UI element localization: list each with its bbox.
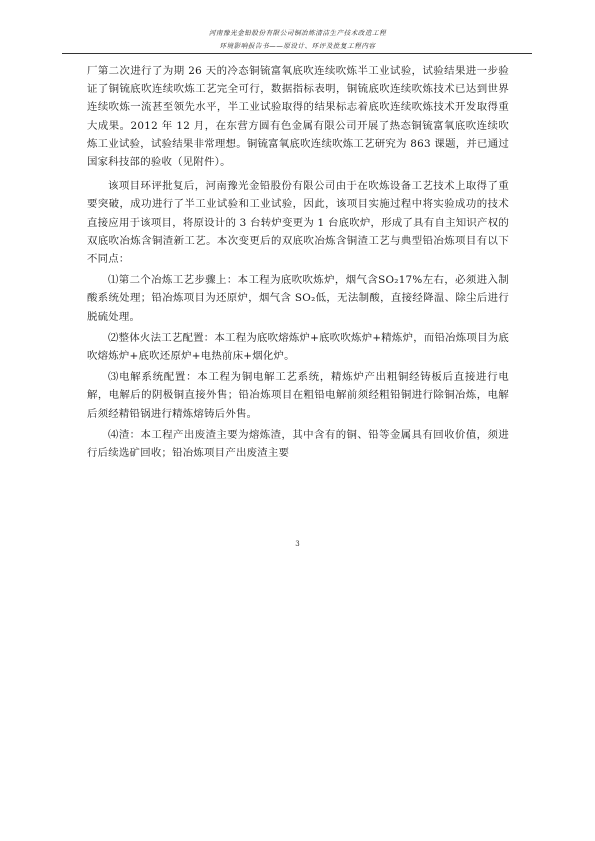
- header-title-line-2: 环境影响报告书——原设计、环评及批复工程内容: [219, 42, 376, 50]
- paragraph-item-1: ⑴第二个冶炼工艺步骤上：本工程为底吹吹炼炉，烟气含SO₂17%左右，必须进入制酸系统处理；铅冶炼项目为还原炉，烟气含 SO₂低，无法制酸，直接经降温、除尘后进行脱硫处理。: [87, 274, 509, 323]
- header-title-line-1: 河南豫光金铅股份有限公司铜冶炼清洁生产技术改造工程: [208, 29, 387, 37]
- paragraph-item-3: ⑶电解系统配置：本工程为铜电解工艺系统，精炼炉产出粗铜经铸板后直接进行电解，电解后的阴极铜直接外售；铅冶炼项目在粗铅电解前须经粗铅铜进行除铜冶炼，电解后须经精铅锅进行精炼熔铸后外售。: [87, 371, 509, 420]
- document-body: [87, 62, 509, 462]
- paragraph-item-2: ⑵整体火法工艺配置：本工程为底吹熔炼炉+底吹吹炼炉+精炼炉，而铅冶炼项目为底吹熔炼炉+底吹还原炉+电热前床+烟化炉。: [87, 331, 509, 363]
- paragraph-2: 该项目环评批复后，河南豫光金铅股份有限公司由于在吹炼设备工艺技术上取得了重要突破，成功进行了半工业试验和工业试验，因此，该项目实施过程中将实验成功的技术直接应用于该项目，将原设计的 3 台转炉变更为 1 台底吹炉，形成了具有自主知识产权的双底吹冶炼含铜渣新工艺。本次变更后的双底吹冶炼含铜渣工艺与典型铅冶炼项目有以下不同点：: [87, 180, 509, 266]
- paragraph-item-4: ⑷渣：本工程产出废渣主要为熔炼渣，其中含有的铜、铅等金属具有回收价值，须进行后续选矿回收；铅冶炼项目产出废渣主要: [87, 428, 509, 460]
- page-header: [0, 27, 595, 53]
- page-number: 3: [295, 540, 300, 548]
- header-divider: [62, 53, 532, 54]
- paragraph-1: 厂第二次进行了为期 26 天的冷态铜锍富氧底吹连续吹炼半工业试验，试验结果进一步验证了铜锍底吹连续吹炼工艺完全可行，数据指标表明，铜锍底吹连续吹炼技术已达到世界连续吹炼一流甚至领先水平，半工业试验取得的结果标志着底吹连续吹炼技术开发取得重大成果。2012 年 12 月，在东营方圆有色金属有限公司开展了热态铜锍富氧底吹连续吹炼工业试验，试验结果非常理想。铜锍富氧底吹连续吹炼工艺研究为 863 课题，并已通过国家科技部的验收（见附件）。: [87, 65, 509, 169]
